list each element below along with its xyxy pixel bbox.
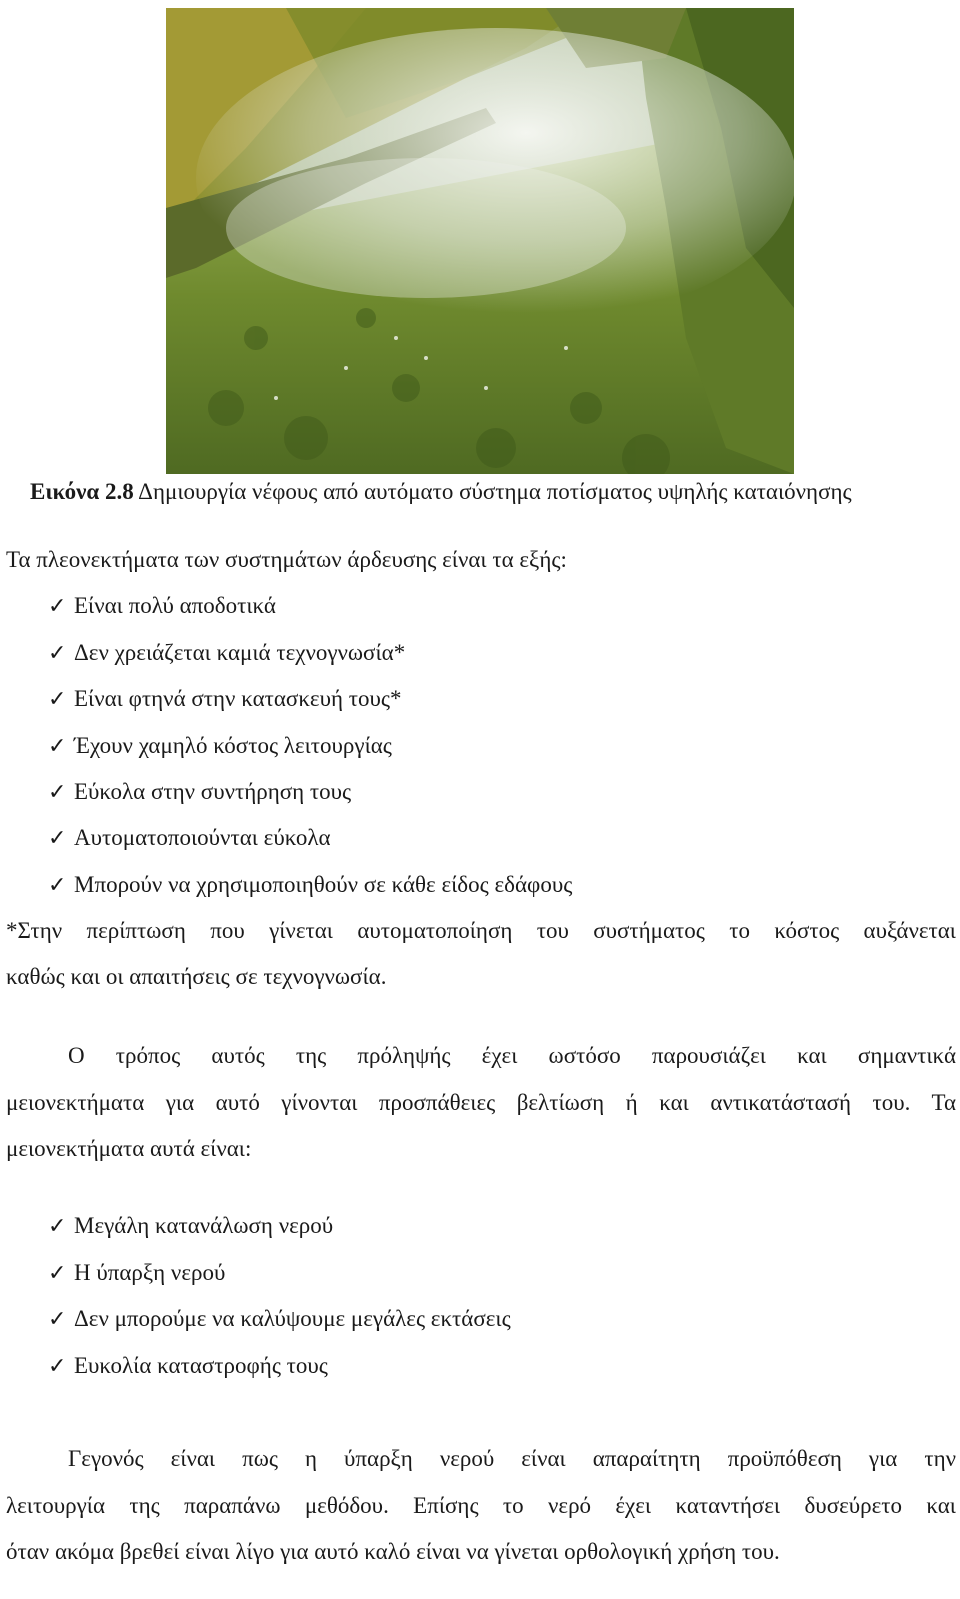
- orchard-sprinkler-photo: [166, 8, 794, 474]
- checkmark-icon: ✓: [48, 593, 67, 618]
- checkmark-icon: ✓: [48, 1353, 67, 1378]
- checkmark-icon: ✓: [48, 1260, 67, 1285]
- disadvantage-item: ✓ Ευκολία καταστροφής τους: [48, 1350, 328, 1382]
- advantage-item: ✓ Είναι φτηνά στην κατασκευή τους*: [48, 683, 401, 715]
- checkmark-icon: ✓: [48, 1213, 67, 1238]
- closing-paragraph-line: λειτουργία της παραπάνω μεθόδου. Επίσης το νερό έχει καταντήσει δυσεύρετο και: [6, 1493, 956, 1518]
- disadvantages-paragraph-line: μειονεκτήματα για αυτό γίνονται προσπάθειες βελτίωση ή και αντικατάστασή του. Τα: [6, 1090, 956, 1115]
- footnote-line: καθώς και οι απαιτήσεις σε τεχνογνωσία.: [6, 964, 387, 989]
- advantage-item: ✓ Είναι πολύ αποδοτικά: [48, 590, 276, 622]
- advantage-item: ✓ Έχουν χαμηλό κόστος λειτουργίας: [48, 730, 392, 762]
- advantage-item: ✓ Αυτοματοποιούνται εύκολα: [48, 822, 331, 854]
- figure-caption-text: Δημιουργία νέφους από αυτόματο σύστημα ποτίσματος υψηλής καταιόνησης: [133, 479, 852, 504]
- disadvantages-paragraph-line: μειονεκτήματα αυτά είναι:: [6, 1136, 252, 1161]
- disadvantage-item: ✓ Μεγάλη κατανάλωση νερού: [48, 1210, 333, 1242]
- checkmark-icon: ✓: [48, 1306, 67, 1331]
- closing-paragraph-line: Γεγονός είναι πως η ύπαρξη νερού είναι απαραίτητη προϋπόθεση για την: [68, 1446, 956, 1471]
- checkmark-icon: ✓: [48, 825, 67, 850]
- figure-label: Εικόνα 2.8: [30, 479, 134, 504]
- advantages-intro: Τα πλεονεκτήματα των συστημάτων άρδευσης είναι τα εξής:: [6, 547, 567, 572]
- disadvantage-item: ✓ Δεν μπορούμε να καλύψουμε μεγάλες εκτάσεις: [48, 1303, 511, 1335]
- checkmark-icon: ✓: [48, 640, 67, 665]
- advantage-item: ✓ Μπορούν να χρησιμοποιηθούν σε κάθε είδος εδάφους: [48, 869, 572, 901]
- footnote-line: *Στην περίπτωση που γίνεται αυτοματοποίηση του συστήματος το κόστος αυξάνεται: [6, 918, 956, 943]
- checkmark-icon: ✓: [48, 872, 67, 897]
- figure-caption: [30, 476, 950, 508]
- closing-paragraph-line: όταν ακόμα βρεθεί είναι λίγο για αυτό καλό είναι να γίνεται ορθολογική χρήση του.: [6, 1539, 780, 1564]
- checkmark-icon: ✓: [48, 733, 67, 758]
- advantage-item: ✓ Δεν χρειάζεται καμιά τεχνογνωσία*: [48, 637, 405, 669]
- checkmark-icon: ✓: [48, 779, 67, 804]
- advantage-item: ✓ Εύκολα στην συντήρηση τους: [48, 776, 351, 808]
- checkmark-icon: ✓: [48, 686, 67, 711]
- disadvantages-paragraph-line: Ο τρόπος αυτός της πρόληψής έχει ωστόσο παρουσιάζει και σημαντικά: [68, 1043, 956, 1068]
- disadvantage-item: ✓ Η ύπαρξη νερού: [48, 1257, 225, 1289]
